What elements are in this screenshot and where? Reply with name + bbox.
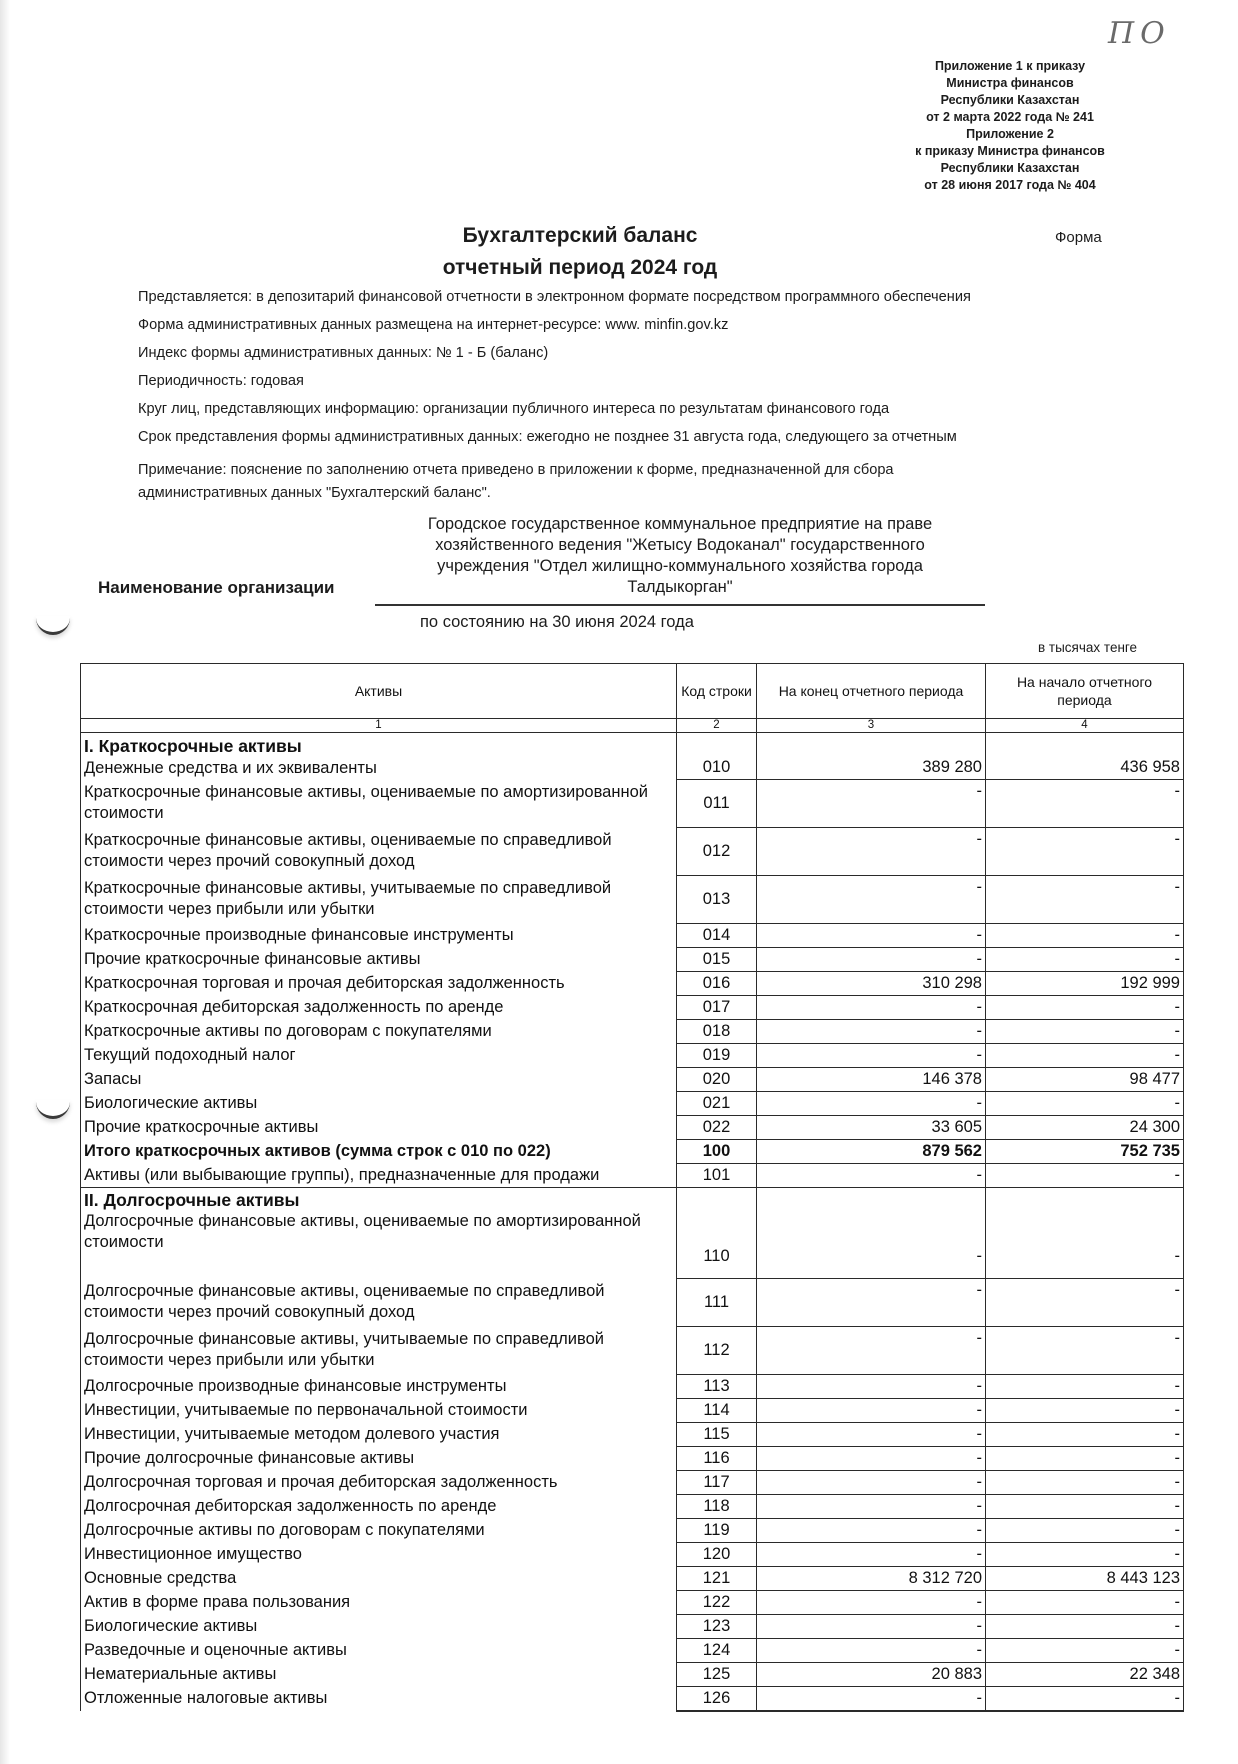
row-code: 116 [677, 1446, 757, 1470]
row-label-text: Долгосрочные финансовые активы, оцениваемые по амортизированной стоимости [84, 1211, 641, 1251]
row-code: 016 [677, 971, 757, 995]
value-start-period: - [986, 1590, 1184, 1614]
value-start-period: - [986, 1494, 1184, 1518]
section-heading: II. Долгосрочные активы [84, 1189, 300, 1210]
value-end-period: - [757, 1638, 986, 1662]
table-row [81, 1566, 1184, 1590]
row-code: 022 [677, 1115, 757, 1139]
info-respondents: Круг лиц, представляющих информацию: организации публичного интереса по результатам финансового года [138, 401, 890, 417]
appendix-line: к приказу Министра финансов [915, 144, 1105, 158]
row-code: 120 [677, 1542, 757, 1566]
row-code: 014 [677, 923, 757, 947]
value-end-period: 879 562 [757, 1139, 986, 1163]
row-code: 101 [677, 1163, 757, 1187]
value-start-period: - [986, 1686, 1184, 1711]
info-note: Примечание: пояснение по заполнению отчета приведено в приложении к форме, предназначенной для сбора [138, 462, 894, 478]
row-code: 118 [677, 1494, 757, 1518]
table-row [81, 947, 1184, 971]
section-heading: I. Краткосрочные активы [84, 736, 302, 756]
row-label: Краткосрочная дебиторская задолженность по аренде [81, 995, 677, 1019]
row-code: 125 [677, 1662, 757, 1686]
value-start-period: - [986, 1398, 1184, 1422]
row-label: Инвестиции, учитываемые методом долевого участия [81, 1422, 677, 1446]
value-start-period: - [986, 875, 1184, 923]
table-row [81, 1326, 1184, 1374]
document-title [380, 220, 780, 284]
row-code: 114 [677, 1398, 757, 1422]
form-label: Форма [1055, 229, 1102, 246]
table-row [81, 923, 1184, 947]
value-end-period: - [757, 1187, 986, 1278]
column-header-code: Код строки [677, 664, 757, 719]
organization-label: Наименование организации [98, 578, 335, 597]
column-number: 4 [986, 719, 1184, 733]
value-end-period: - [757, 1518, 986, 1542]
table-row [81, 1091, 1184, 1115]
value-end-period: - [757, 1422, 986, 1446]
table-row [81, 1115, 1184, 1139]
row-code: 119 [677, 1518, 757, 1542]
title-line: Бухгалтерский баланс [462, 224, 698, 247]
info-published: Форма административных данных размещена на интернет-ресурсе: www. minfin.gov.kz [138, 317, 729, 333]
punch-hole-mark [36, 1100, 70, 1119]
balance-sheet-table [80, 663, 1184, 1712]
value-start-period: - [986, 1163, 1184, 1187]
row-code: 124 [677, 1638, 757, 1662]
row-code: 018 [677, 1019, 757, 1043]
value-start-period: 8 443 123 [986, 1566, 1184, 1590]
value-end-period: - [757, 1278, 986, 1326]
value-end-period: 146 378 [757, 1067, 986, 1091]
value-end-period: - [757, 827, 986, 875]
value-end-period: - [757, 875, 986, 923]
appendix-line: Республики Казахстан [940, 93, 1080, 107]
row-label: Прочие долгосрочные финансовые активы [81, 1446, 677, 1470]
value-end-period: - [757, 1542, 986, 1566]
row-label: Биологические активы [81, 1091, 677, 1115]
row-label: Актив в форме права пользования [81, 1590, 677, 1614]
value-end-period: - [757, 1470, 986, 1494]
value-end-period: - [757, 1374, 986, 1398]
organization-name-line: учреждения "Отдел жилищно-коммунального хозяйства города [437, 557, 923, 575]
value-start-period: - [986, 1091, 1184, 1115]
value-end-period: - [757, 1091, 986, 1115]
row-code: 011 [677, 779, 757, 827]
table-row [81, 995, 1184, 1019]
info-note-continued: административных данных "Бухгалтерский баланс". [138, 485, 491, 501]
value-start-period: - [986, 1043, 1184, 1067]
value-start-period: 192 999 [986, 971, 1184, 995]
row-label: Долгосрочные финансовые активы, учитываемые по справедливой стоимости через прибыли или убытки [81, 1326, 677, 1374]
table-row [81, 1542, 1184, 1566]
row-label: Инвестиции, учитываемые по первоначальной стоимости [81, 1398, 677, 1422]
value-end-period: - [757, 779, 986, 827]
row-label: Инвестиционное имущество [81, 1542, 677, 1566]
value-start-period: - [986, 1278, 1184, 1326]
row-label: Долгосрочная торговая и прочая дебиторская задолженность [81, 1470, 677, 1494]
row-label-text: Денежные средства и их эквиваленты [84, 759, 377, 777]
row-label: Долгосрочные финансовые активы, оцениваемые по справедливой стоимости через прочий совокупный доход [81, 1278, 677, 1326]
organization-name-line: Талдыкорган" [627, 578, 733, 596]
value-start-period: 752 735 [986, 1139, 1184, 1163]
table-row [81, 779, 1184, 827]
value-end-period: - [757, 1398, 986, 1422]
row-label: Нематериальные активы [81, 1662, 677, 1686]
row-code: 110 [677, 1187, 757, 1278]
row-code: 019 [677, 1043, 757, 1067]
value-start-period: 436 958 [986, 733, 1184, 780]
page-margin-shadow [0, 0, 10, 1764]
value-end-period: - [757, 947, 986, 971]
table-row [81, 971, 1184, 995]
value-start-period: - [986, 947, 1184, 971]
column-header-end-period: На конец отчетного периода [757, 664, 986, 719]
row-code: 113 [677, 1374, 757, 1398]
value-start-period: - [986, 1614, 1184, 1638]
appendix-line: Министра финансов [946, 76, 1074, 90]
table-row [81, 1662, 1184, 1686]
value-end-period: - [757, 1590, 986, 1614]
value-start-period: - [986, 1422, 1184, 1446]
value-start-period: - [986, 779, 1184, 827]
row-label: Отложенные налоговые активы [81, 1686, 677, 1711]
value-end-period: - [757, 995, 986, 1019]
organization-name-line: хозяйственного ведения "Жетысу Водоканал" государственного [435, 536, 925, 554]
organization-name-line: Городское государственное коммунальное предприятие на праве [427, 515, 933, 533]
row-label: Прочие краткосрочные активы [81, 1115, 677, 1139]
row-code: 122 [677, 1590, 757, 1614]
table-row [81, 1139, 1184, 1163]
row-label: Краткосрочные финансовые активы, учитываемые по справедливой стоимости через прибыли или убытки [81, 875, 677, 923]
table-row [81, 1278, 1184, 1326]
appendix-line: Республики Казахстан [940, 161, 1080, 175]
row-label: Запасы [81, 1067, 677, 1091]
value-end-period: 33 605 [757, 1115, 986, 1139]
value-start-period: - [986, 1019, 1184, 1043]
table-header-row [81, 664, 1184, 719]
row-code: 126 [677, 1686, 757, 1711]
column-number: 1 [81, 719, 677, 733]
row-code: 015 [677, 947, 757, 971]
table-row [81, 827, 1184, 875]
row-label: Краткосрочные финансовые активы, оцениваемые по амортизированной стоимости [81, 779, 677, 827]
row-code: 017 [677, 995, 757, 1019]
table-body [81, 733, 1184, 1711]
value-end-period: - [757, 1019, 986, 1043]
row-label: Долгосрочная дебиторская задолженность по аренде [81, 1494, 677, 1518]
report-date: по состоянию на 30 июня 2024 года [420, 613, 694, 631]
table-row [81, 1494, 1184, 1518]
row-code: 121 [677, 1566, 757, 1590]
row-code: 111 [677, 1278, 757, 1326]
row-code: 112 [677, 1326, 757, 1374]
value-start-period: - [986, 827, 1184, 875]
row-label: Краткосрочные финансовые активы, оцениваемые по справедливой стоимости через прочий совокупный доход [81, 827, 677, 875]
table-row [81, 1422, 1184, 1446]
table-row [81, 1043, 1184, 1067]
table-row [81, 1518, 1184, 1542]
value-start-period: - [986, 1518, 1184, 1542]
column-header-assets: Активы [81, 664, 677, 719]
table-row [81, 1163, 1184, 1187]
value-start-period: - [986, 1470, 1184, 1494]
table-row [81, 875, 1184, 923]
value-end-period: - [757, 1043, 986, 1067]
table-row [81, 1638, 1184, 1662]
value-start-period: - [986, 1374, 1184, 1398]
info-periodicity: Периодичность: годовая [138, 373, 304, 389]
value-start-period: 24 300 [986, 1115, 1184, 1139]
table-row [81, 1470, 1184, 1494]
units-label: в тысячах тенге [1038, 640, 1138, 655]
value-end-period: - [757, 1614, 986, 1638]
value-start-period: - [986, 1446, 1184, 1470]
table-row [81, 733, 1184, 780]
row-code: 013 [677, 875, 757, 923]
value-start-period: 98 477 [986, 1067, 1184, 1091]
table-row [81, 1614, 1184, 1638]
row-label: Биологические активы [81, 1614, 677, 1638]
table-row [81, 1686, 1184, 1711]
appendix-line: Приложение 2 [966, 127, 1054, 141]
row-label: Активы (или выбывающие группы), предназначенные для продажи [81, 1163, 677, 1187]
table-row [81, 1398, 1184, 1422]
row-code: 100 [677, 1139, 757, 1163]
value-end-period: - [757, 1686, 986, 1711]
row-label: Долгосрочные производные финансовые инструменты [81, 1374, 677, 1398]
row-label: Долгосрочные активы по договорам с покупателями [81, 1518, 677, 1542]
appendix-line: от 28 июня 2017 года № 404 [924, 178, 1096, 192]
row-code: 115 [677, 1422, 757, 1446]
row-label: Итого краткосрочных активов (сумма строк с 010 по 022) [81, 1139, 677, 1163]
reporting-period: отчетный период 2024 год [442, 256, 718, 279]
table-row [81, 1590, 1184, 1614]
column-number: 3 [757, 719, 986, 733]
value-start-period: - [986, 1326, 1184, 1374]
row-label [81, 1187, 677, 1278]
table-row [81, 1446, 1184, 1470]
value-end-period: - [757, 1326, 986, 1374]
table-row [81, 1019, 1184, 1043]
column-number: 2 [677, 719, 757, 733]
row-label: Краткосрочные производные финансовые инструменты [81, 923, 677, 947]
column-number-row [81, 719, 1184, 733]
value-start-period: - [986, 1638, 1184, 1662]
value-start-period: 22 348 [986, 1662, 1184, 1686]
value-end-period: - [757, 1494, 986, 1518]
row-code: 010 [677, 733, 757, 780]
row-code: 020 [677, 1067, 757, 1091]
table-row [81, 1374, 1184, 1398]
row-label: Прочие краткосрочные финансовые активы [81, 947, 677, 971]
row-code: 117 [677, 1470, 757, 1494]
info-index: Индекс формы административных данных: № 1 - Б (баланс) [138, 345, 549, 361]
organization-name [375, 514, 985, 606]
value-end-period: 310 298 [757, 971, 986, 995]
column-header-start-period: На начало отчетного периода [986, 664, 1184, 719]
table-row [81, 1187, 1184, 1278]
value-end-period: - [757, 923, 986, 947]
row-label: Основные средства [81, 1566, 677, 1590]
value-start-period: - [986, 923, 1184, 947]
row-code: 021 [677, 1091, 757, 1115]
appendix-line: от 2 марта 2022 года № 241 [926, 110, 1094, 124]
value-start-period: - [986, 1187, 1184, 1278]
info-deadline: Срок представления формы административных данных: ежегодно не позднее 31 августа года, следующего за отчетным [138, 429, 957, 445]
value-start-period: - [986, 995, 1184, 1019]
value-end-period: - [757, 1163, 986, 1187]
row-label [81, 733, 677, 780]
value-end-period: - [757, 1446, 986, 1470]
appendix-reference [850, 58, 1170, 194]
value-end-period: 389 280 [757, 733, 986, 780]
row-label: Краткосрочная торговая и прочая дебиторская задолженность [81, 971, 677, 995]
row-code: 012 [677, 827, 757, 875]
info-submitted: Представляется: в депозитарий финансовой отчетности в электронном формате посредством программного обеспечения [138, 289, 971, 305]
row-label: Краткосрочные активы по договорам с покупателями [81, 1019, 677, 1043]
value-start-period: - [986, 1542, 1184, 1566]
appendix-line: Приложение 1 к приказу [934, 59, 1086, 73]
punch-hole-mark [36, 616, 70, 635]
row-label: Текущий подоходный налог [81, 1043, 677, 1067]
value-end-period: 8 312 720 [757, 1566, 986, 1590]
value-end-period: 20 883 [757, 1662, 986, 1686]
row-code: 123 [677, 1614, 757, 1638]
table-row [81, 1067, 1184, 1091]
handwritten-note: ПО [1108, 16, 1171, 51]
row-label: Разведочные и оценочные активы [81, 1638, 677, 1662]
